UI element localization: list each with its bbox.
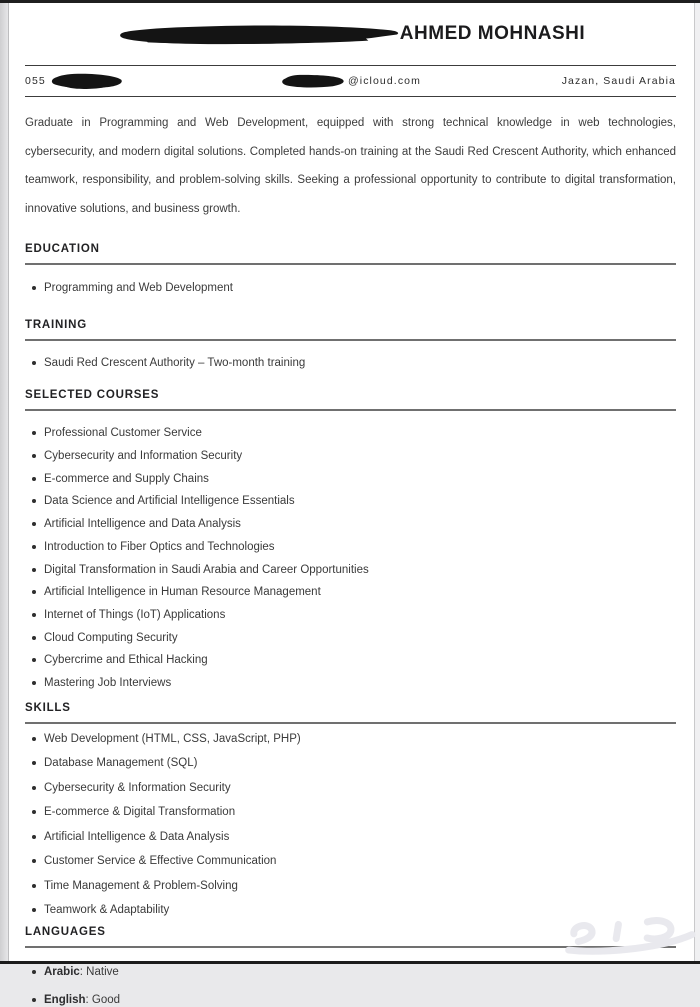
summary-paragraph: Graduate in Programming and Web Development, equipped with strong technical knowledge in web technologies, cybersecurity, and modern digital solutions. Completed hands-on training at the Saudi Red Crescent Authority, which enhanced teamwork, responsibility, and problem-solving skills. Seeking a professional opportunity to contribute to digital transformation, innovative solutions, and business growth. [25,117,676,215]
list-item: Cybersecurity & Information Security [32,781,676,795]
section-skills [25,702,676,918]
contact-bar [25,65,676,97]
list-item: Data Science and Artificial Intelligence Essentials [32,494,676,508]
list-item: Arabic: Native [32,965,676,979]
list-item: Digital Transformation in Saudi Arabia and Career Opportunities [32,563,676,577]
list-item: Cybersecurity and Information Security [32,449,676,463]
list-item: Introduction to Fiber Optics and Technologies [32,540,676,554]
section-training-title: TRAINING [25,319,87,332]
list-item: Internet of Things (IoT) Applications [32,608,676,622]
education-list [25,281,676,295]
resume-header [25,20,676,48]
list-item: Programming and Web Development [32,281,676,295]
haraj-watermark-logo [555,907,699,962]
list-item: E-commerce & Digital Transformation [32,805,676,819]
resume-content [0,20,700,1007]
list-item: Time Management & Problem-Solving [32,879,676,893]
languages-list [25,965,676,1007]
contact-email [242,74,459,88]
skills-list [25,732,676,918]
list-item: Teamwork & Adaptability [32,903,676,917]
section-selected-courses [25,389,676,690]
contact-phone [25,72,242,89]
phone-redaction-scribble [49,72,125,89]
list-item: Database Management (SQL) [32,756,676,770]
section-courses-header [25,389,676,411]
list-item: Artificial Intelligence & Data Analysis [32,830,676,844]
list-item: E-commerce and Supply Chains [32,472,676,486]
section-education [25,243,676,295]
list-item: Saudi Red Crescent Authority – Two-month training [32,356,676,370]
list-item: Artificial Intelligence and Data Analysis [32,517,676,531]
phone-prefix: 055 [25,74,46,87]
section-skills-title: SKILLS [25,701,71,714]
name-redaction-scribble [116,24,398,45]
section-skills-header [25,702,676,724]
list-item: Customer Service & Effective Communication [32,854,676,868]
contact-location [459,75,676,87]
section-education-header [25,243,676,265]
list-item: Cybercrime and Ethical Hacking [32,653,676,667]
list-item: Professional Customer Service [32,426,676,440]
section-courses-title: SELECTED COURSES [25,389,160,402]
email-domain: @icloud.com [348,74,421,87]
section-training-header [25,319,676,341]
list-item: English: Good [32,993,676,1007]
courses-list [25,426,676,690]
section-languages-title: LANGUAGES [25,926,106,939]
list-item: Mastering Job Interviews [32,676,676,690]
location-text: Jazan, Saudi Arabia [561,74,676,87]
training-list [25,356,676,370]
name-row [25,20,676,48]
list-item: Cloud Computing Security [32,631,676,645]
list-item: Artificial Intelligence in Human Resource Management [32,585,676,599]
section-education-title: EDUCATION [25,243,100,256]
email-redaction-scribble [280,74,346,88]
list-item: Web Development (HTML, CSS, JavaScript, PHP) [32,732,676,746]
candidate-name: AHMED MOHNASHI [399,23,586,44]
section-training [25,319,676,370]
